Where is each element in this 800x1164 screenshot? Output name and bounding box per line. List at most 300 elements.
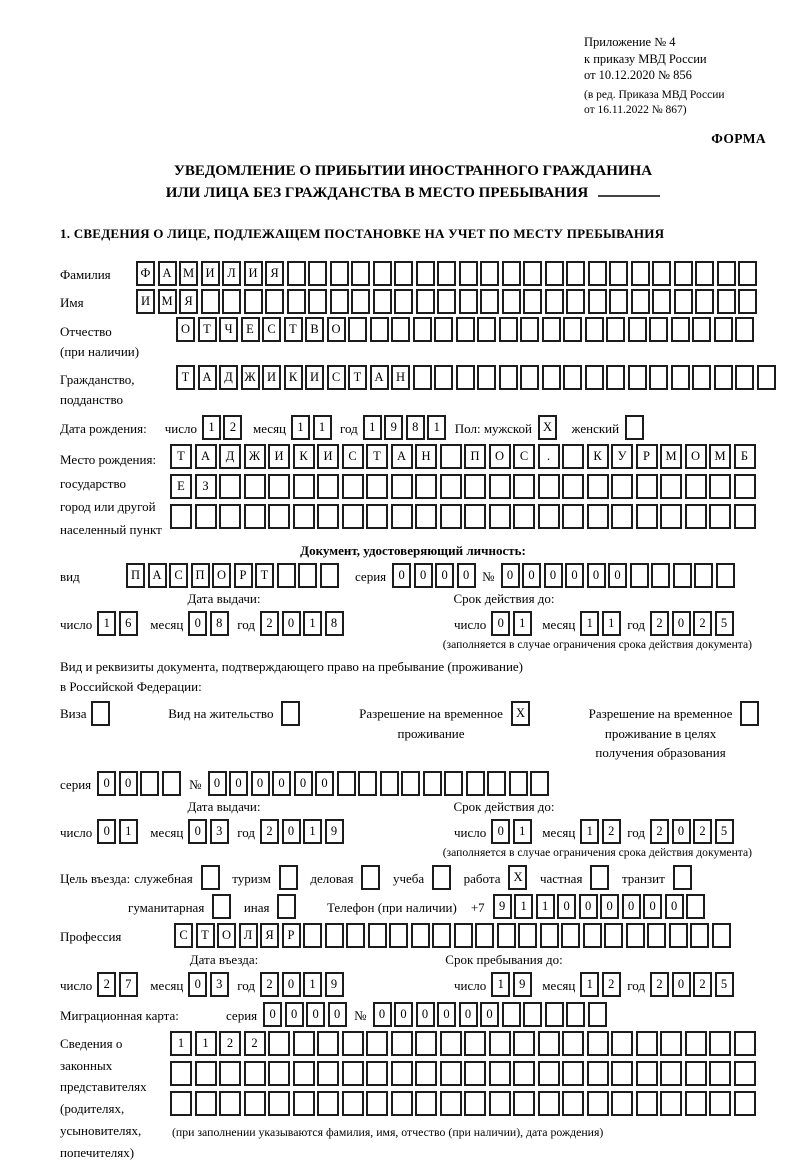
residence-permit-checkbox[interactable] — [281, 701, 303, 726]
char-box[interactable]: О — [217, 923, 236, 948]
char-box[interactable]: 9 — [493, 894, 512, 919]
char-box[interactable] — [630, 563, 649, 588]
char-box[interactable] — [636, 504, 658, 529]
char-box[interactable] — [563, 317, 582, 342]
char-box[interactable]: 0 — [208, 771, 227, 796]
char-box[interactable]: 2 — [260, 972, 279, 997]
char-box[interactable] — [499, 365, 518, 390]
char-box[interactable] — [545, 1002, 564, 1027]
char-box[interactable] — [509, 771, 528, 796]
char-box[interactable] — [685, 504, 707, 529]
identity-issue-day[interactable] — [97, 611, 140, 636]
char-box[interactable]: 2 — [223, 415, 242, 440]
char-box[interactable] — [540, 923, 559, 948]
char-box[interactable] — [604, 923, 623, 948]
char-box[interactable] — [342, 1031, 364, 1056]
char-box[interactable] — [464, 504, 486, 529]
char-box[interactable] — [423, 771, 442, 796]
char-box[interactable] — [265, 289, 284, 314]
char-box[interactable]: 0 — [600, 894, 619, 919]
char-box[interactable]: 1 — [580, 819, 599, 844]
char-box[interactable] — [195, 504, 217, 529]
char-box[interactable]: И — [244, 261, 263, 286]
char-box[interactable]: 1 — [313, 415, 332, 440]
char-box[interactable] — [391, 317, 410, 342]
name-boxes[interactable] — [136, 289, 760, 314]
char-box[interactable]: 0 — [579, 894, 598, 919]
char-box[interactable] — [757, 365, 776, 390]
char-box[interactable] — [317, 1031, 339, 1056]
char-box[interactable]: 3 — [210, 972, 229, 997]
char-box[interactable] — [268, 474, 290, 499]
char-box[interactable]: 0 — [328, 1002, 347, 1027]
char-box[interactable] — [351, 289, 370, 314]
char-box[interactable] — [562, 1091, 584, 1116]
char-box[interactable] — [222, 289, 241, 314]
char-box[interactable] — [709, 1091, 731, 1116]
char-box[interactable] — [674, 261, 693, 286]
char-box[interactable] — [293, 1061, 315, 1086]
char-box[interactable]: И — [317, 444, 339, 469]
char-box[interactable] — [394, 289, 413, 314]
char-box[interactable] — [538, 504, 560, 529]
char-box[interactable] — [502, 1002, 521, 1027]
char-box[interactable] — [195, 1091, 217, 1116]
char-box[interactable]: И — [201, 261, 220, 286]
char-box[interactable] — [538, 474, 560, 499]
char-box[interactable]: Д — [219, 444, 241, 469]
char-box[interactable]: 0 — [282, 611, 301, 636]
char-box[interactable] — [394, 261, 413, 286]
char-box[interactable] — [140, 771, 159, 796]
residence-valid-month[interactable] — [580, 819, 623, 844]
char-box[interactable] — [279, 865, 298, 890]
profession-boxes[interactable] — [174, 923, 733, 948]
char-box[interactable]: И — [268, 444, 290, 469]
char-box[interactable]: А — [158, 261, 177, 286]
char-box[interactable]: О — [327, 317, 346, 342]
char-box[interactable] — [499, 317, 518, 342]
char-box[interactable] — [389, 923, 408, 948]
char-box[interactable] — [373, 261, 392, 286]
char-box[interactable] — [671, 365, 690, 390]
doc-kind-boxes[interactable] — [126, 563, 341, 588]
char-box[interactable] — [432, 865, 451, 890]
residence-issue-month[interactable] — [188, 819, 231, 844]
char-box[interactable] — [523, 289, 542, 314]
char-box[interactable]: Б — [734, 444, 756, 469]
char-box[interactable] — [219, 504, 241, 529]
char-box[interactable]: Т — [170, 444, 192, 469]
char-box[interactable]: Я — [260, 923, 279, 948]
char-box[interactable]: 2 — [260, 819, 279, 844]
purpose-study-checkbox[interactable] — [432, 865, 454, 890]
char-box[interactable] — [219, 1061, 241, 1086]
char-box[interactable] — [480, 289, 499, 314]
char-box[interactable] — [513, 1031, 535, 1056]
char-box[interactable]: О — [489, 444, 511, 469]
char-box[interactable] — [342, 474, 364, 499]
char-box[interactable] — [587, 1061, 609, 1086]
char-box[interactable]: З — [195, 474, 217, 499]
char-box[interactable] — [709, 1031, 731, 1056]
char-box[interactable] — [293, 474, 315, 499]
char-box[interactable] — [609, 261, 628, 286]
char-box[interactable]: Ф — [136, 261, 155, 286]
char-box[interactable]: И — [262, 365, 281, 390]
char-box[interactable]: 0 — [565, 563, 584, 588]
char-box[interactable] — [652, 289, 671, 314]
char-box[interactable]: 0 — [188, 972, 207, 997]
char-box[interactable] — [480, 261, 499, 286]
char-box[interactable] — [432, 923, 451, 948]
char-box[interactable]: А — [370, 365, 389, 390]
char-box[interactable] — [293, 1091, 315, 1116]
char-box[interactable]: Т — [255, 563, 274, 588]
char-box[interactable]: А — [198, 365, 217, 390]
char-box[interactable]: П — [191, 563, 210, 588]
char-box[interactable] — [587, 504, 609, 529]
char-box[interactable]: 1 — [602, 611, 621, 636]
char-box[interactable] — [611, 1091, 633, 1116]
char-box[interactable]: Р — [636, 444, 658, 469]
purpose-tourism-checkbox[interactable] — [279, 865, 301, 890]
char-box[interactable] — [337, 771, 356, 796]
char-box[interactable]: Т — [198, 317, 217, 342]
birthplace-row2-boxes[interactable] — [170, 474, 758, 499]
char-box[interactable]: 0 — [282, 819, 301, 844]
char-box[interactable] — [219, 474, 241, 499]
char-box[interactable] — [434, 365, 453, 390]
char-box[interactable] — [358, 771, 377, 796]
char-box[interactable] — [660, 1031, 682, 1056]
char-box[interactable]: 5 — [715, 819, 734, 844]
char-box[interactable]: X — [511, 701, 530, 726]
char-box[interactable] — [317, 504, 339, 529]
identity-issue-year[interactable] — [260, 611, 346, 636]
char-box[interactable] — [563, 365, 582, 390]
char-box[interactable] — [415, 1031, 437, 1056]
char-box[interactable] — [244, 289, 263, 314]
char-box[interactable]: 8 — [406, 415, 425, 440]
char-box[interactable]: Т — [284, 317, 303, 342]
char-box[interactable]: М — [158, 289, 177, 314]
char-box[interactable] — [268, 504, 290, 529]
purpose-humanitarian-checkbox[interactable] — [212, 894, 234, 919]
residence-issue-year[interactable] — [260, 819, 346, 844]
char-box[interactable] — [380, 771, 399, 796]
char-box[interactable] — [244, 474, 266, 499]
char-box[interactable]: О — [176, 317, 195, 342]
birthplace-row3-boxes[interactable] — [170, 504, 758, 529]
char-box[interactable] — [413, 317, 432, 342]
char-box[interactable]: 0 — [306, 1002, 325, 1027]
citizenship-boxes[interactable] — [176, 365, 778, 390]
char-box[interactable] — [709, 474, 731, 499]
char-box[interactable]: 1 — [514, 894, 533, 919]
char-box[interactable]: 0 — [414, 563, 433, 588]
char-box[interactable] — [738, 289, 757, 314]
char-box[interactable] — [513, 1091, 535, 1116]
char-box[interactable]: X — [508, 865, 527, 890]
birth-year-boxes[interactable] — [363, 415, 449, 440]
char-box[interactable]: 0 — [491, 819, 510, 844]
char-box[interactable] — [415, 474, 437, 499]
char-box[interactable] — [538, 1061, 560, 1086]
char-box[interactable] — [373, 289, 392, 314]
char-box[interactable] — [609, 289, 628, 314]
char-box[interactable] — [244, 1091, 266, 1116]
char-box[interactable] — [437, 261, 456, 286]
birth-month-boxes[interactable] — [291, 415, 334, 440]
char-box[interactable]: 1 — [491, 972, 510, 997]
char-box[interactable] — [587, 474, 609, 499]
char-box[interactable]: 1 — [580, 611, 599, 636]
char-box[interactable] — [162, 771, 181, 796]
char-box[interactable] — [201, 289, 220, 314]
char-box[interactable]: О — [212, 563, 231, 588]
char-box[interactable] — [562, 1031, 584, 1056]
char-box[interactable] — [566, 289, 585, 314]
char-box[interactable]: 0 — [587, 563, 606, 588]
char-box[interactable]: У — [611, 444, 633, 469]
char-box[interactable] — [652, 261, 671, 286]
char-box[interactable]: Я — [265, 261, 284, 286]
char-box[interactable] — [520, 365, 539, 390]
char-box[interactable]: 7 — [119, 972, 138, 997]
char-box[interactable] — [401, 771, 420, 796]
char-box[interactable] — [502, 261, 521, 286]
char-box[interactable] — [212, 894, 231, 919]
char-box[interactable] — [566, 1002, 585, 1027]
char-box[interactable]: 2 — [97, 972, 116, 997]
char-box[interactable]: 8 — [325, 611, 344, 636]
char-box[interactable] — [489, 1061, 511, 1086]
char-box[interactable]: 0 — [97, 771, 116, 796]
char-box[interactable]: Л — [222, 261, 241, 286]
char-box[interactable] — [685, 1061, 707, 1086]
char-box[interactable]: Т — [196, 923, 215, 948]
char-box[interactable] — [649, 317, 668, 342]
char-box[interactable] — [459, 289, 478, 314]
char-box[interactable] — [734, 1031, 756, 1056]
char-box[interactable]: 1 — [303, 611, 322, 636]
char-box[interactable] — [303, 923, 322, 948]
char-box[interactable] — [416, 261, 435, 286]
char-box[interactable] — [611, 1031, 633, 1056]
char-box[interactable] — [651, 563, 670, 588]
char-box[interactable] — [606, 317, 625, 342]
char-box[interactable] — [545, 261, 564, 286]
char-box[interactable]: 0 — [416, 1002, 435, 1027]
char-box[interactable]: 2 — [244, 1031, 266, 1056]
char-box[interactable] — [342, 1091, 364, 1116]
char-box[interactable]: 8 — [210, 611, 229, 636]
entry-day[interactable] — [97, 972, 140, 997]
char-box[interactable]: К — [284, 365, 303, 390]
char-box[interactable] — [415, 1061, 437, 1086]
char-box[interactable]: 0 — [394, 1002, 413, 1027]
char-box[interactable] — [489, 504, 511, 529]
char-box[interactable]: И — [136, 289, 155, 314]
char-box[interactable] — [415, 504, 437, 529]
char-box[interactable] — [712, 923, 731, 948]
char-box[interactable] — [416, 289, 435, 314]
char-box[interactable]: 2 — [650, 819, 669, 844]
residence-valid-day[interactable] — [491, 819, 534, 844]
char-box[interactable]: Е — [170, 474, 192, 499]
char-box[interactable] — [413, 365, 432, 390]
identity-valid-year[interactable] — [650, 611, 736, 636]
char-box[interactable] — [690, 923, 709, 948]
char-box[interactable]: 0 — [622, 894, 641, 919]
char-box[interactable]: 0 — [665, 894, 684, 919]
char-box[interactable] — [513, 504, 535, 529]
char-box[interactable]: 0 — [315, 771, 334, 796]
char-box[interactable]: А — [391, 444, 413, 469]
char-box[interactable] — [671, 317, 690, 342]
char-box[interactable]: 0 — [437, 1002, 456, 1027]
char-box[interactable] — [489, 1091, 511, 1116]
char-box[interactable]: 2 — [602, 819, 621, 844]
char-box[interactable]: 0 — [188, 819, 207, 844]
char-box[interactable]: К — [587, 444, 609, 469]
char-box[interactable] — [317, 1091, 339, 1116]
char-box[interactable] — [695, 289, 714, 314]
char-box[interactable] — [685, 1031, 707, 1056]
char-box[interactable] — [287, 289, 306, 314]
char-box[interactable]: Л — [239, 923, 258, 948]
char-box[interactable] — [298, 563, 317, 588]
char-box[interactable] — [391, 1091, 413, 1116]
char-box[interactable]: 0 — [119, 771, 138, 796]
char-box[interactable]: Т — [176, 365, 195, 390]
temp-residence-education-checkbox[interactable] — [740, 701, 762, 726]
char-box[interactable]: М — [709, 444, 731, 469]
char-box[interactable] — [456, 365, 475, 390]
char-box[interactable]: Я — [179, 289, 198, 314]
char-box[interactable] — [695, 261, 714, 286]
char-box[interactable]: 0 — [285, 1002, 304, 1027]
char-box[interactable] — [440, 1091, 462, 1116]
char-box[interactable] — [673, 865, 692, 890]
char-box[interactable] — [588, 1002, 607, 1027]
char-box[interactable] — [366, 504, 388, 529]
purpose-official-checkbox[interactable] — [201, 865, 223, 890]
char-box[interactable] — [636, 1061, 658, 1086]
char-box[interactable] — [293, 1031, 315, 1056]
char-box[interactable] — [244, 504, 266, 529]
char-box[interactable] — [542, 317, 561, 342]
char-box[interactable]: 3 — [210, 819, 229, 844]
char-box[interactable] — [740, 701, 759, 726]
char-box[interactable] — [366, 1031, 388, 1056]
char-box[interactable] — [734, 474, 756, 499]
char-box[interactable] — [277, 894, 296, 919]
purpose-business-checkbox[interactable] — [361, 865, 383, 890]
char-box[interactable] — [714, 365, 733, 390]
char-box[interactable] — [562, 444, 584, 469]
char-box[interactable] — [587, 1031, 609, 1056]
char-box[interactable] — [170, 504, 192, 529]
char-box[interactable] — [585, 365, 604, 390]
char-box[interactable] — [368, 923, 387, 948]
char-box[interactable] — [219, 1091, 241, 1116]
char-box[interactable] — [588, 289, 607, 314]
char-box[interactable] — [444, 771, 463, 796]
identity-issue-month[interactable] — [188, 611, 231, 636]
char-box[interactable]: 9 — [325, 972, 344, 997]
char-box[interactable]: 1 — [513, 819, 532, 844]
char-box[interactable] — [583, 923, 602, 948]
char-box[interactable] — [502, 289, 521, 314]
char-box[interactable] — [716, 563, 735, 588]
char-box[interactable]: 2 — [693, 972, 712, 997]
char-box[interactable] — [735, 317, 754, 342]
char-box[interactable] — [342, 1061, 364, 1086]
char-box[interactable] — [686, 894, 705, 919]
char-box[interactable] — [625, 415, 644, 440]
char-box[interactable] — [562, 504, 584, 529]
char-box[interactable]: 5 — [715, 611, 734, 636]
char-box[interactable] — [325, 923, 344, 948]
char-box[interactable] — [466, 771, 485, 796]
patronymic-boxes[interactable] — [176, 317, 757, 342]
char-box[interactable]: 5 — [715, 972, 734, 997]
char-box[interactable] — [170, 1091, 192, 1116]
char-box[interactable]: П — [126, 563, 145, 588]
char-box[interactable] — [293, 504, 315, 529]
char-box[interactable] — [434, 317, 453, 342]
char-box[interactable]: 1 — [170, 1031, 192, 1056]
char-box[interactable] — [590, 865, 609, 890]
char-box[interactable] — [308, 289, 327, 314]
char-box[interactable]: 0 — [373, 1002, 392, 1027]
entry-year[interactable] — [260, 972, 346, 997]
char-box[interactable] — [694, 563, 713, 588]
char-box[interactable]: 2 — [650, 611, 669, 636]
char-box[interactable]: 1 — [536, 894, 555, 919]
char-box[interactable]: X — [538, 415, 557, 440]
doc-number-boxes[interactable] — [501, 563, 738, 588]
char-box[interactable] — [673, 563, 692, 588]
char-box[interactable]: 1 — [303, 972, 322, 997]
char-box[interactable]: 2 — [650, 972, 669, 997]
char-box[interactable] — [606, 365, 625, 390]
char-box[interactable]: К — [293, 444, 315, 469]
char-box[interactable]: 2 — [693, 819, 712, 844]
char-box[interactable]: О — [685, 444, 707, 469]
entry-month[interactable] — [188, 972, 231, 997]
char-box[interactable]: Ч — [219, 317, 238, 342]
representatives-row1-boxes[interactable] — [170, 1031, 758, 1056]
char-box[interactable] — [587, 1091, 609, 1116]
char-box[interactable] — [268, 1031, 290, 1056]
char-box[interactable] — [714, 317, 733, 342]
char-box[interactable] — [489, 474, 511, 499]
sex-male-checkbox[interactable] — [538, 415, 560, 440]
char-box[interactable] — [734, 1061, 756, 1086]
char-box[interactable] — [391, 1061, 413, 1086]
purpose-transit-checkbox[interactable] — [673, 865, 695, 890]
residence-issue-day[interactable] — [97, 819, 140, 844]
surname-boxes[interactable] — [136, 261, 760, 286]
char-box[interactable] — [562, 474, 584, 499]
char-box[interactable]: 0 — [608, 563, 627, 588]
char-box[interactable] — [735, 365, 754, 390]
temp-residence-checkbox[interactable] — [511, 701, 533, 726]
char-box[interactable] — [317, 1061, 339, 1086]
